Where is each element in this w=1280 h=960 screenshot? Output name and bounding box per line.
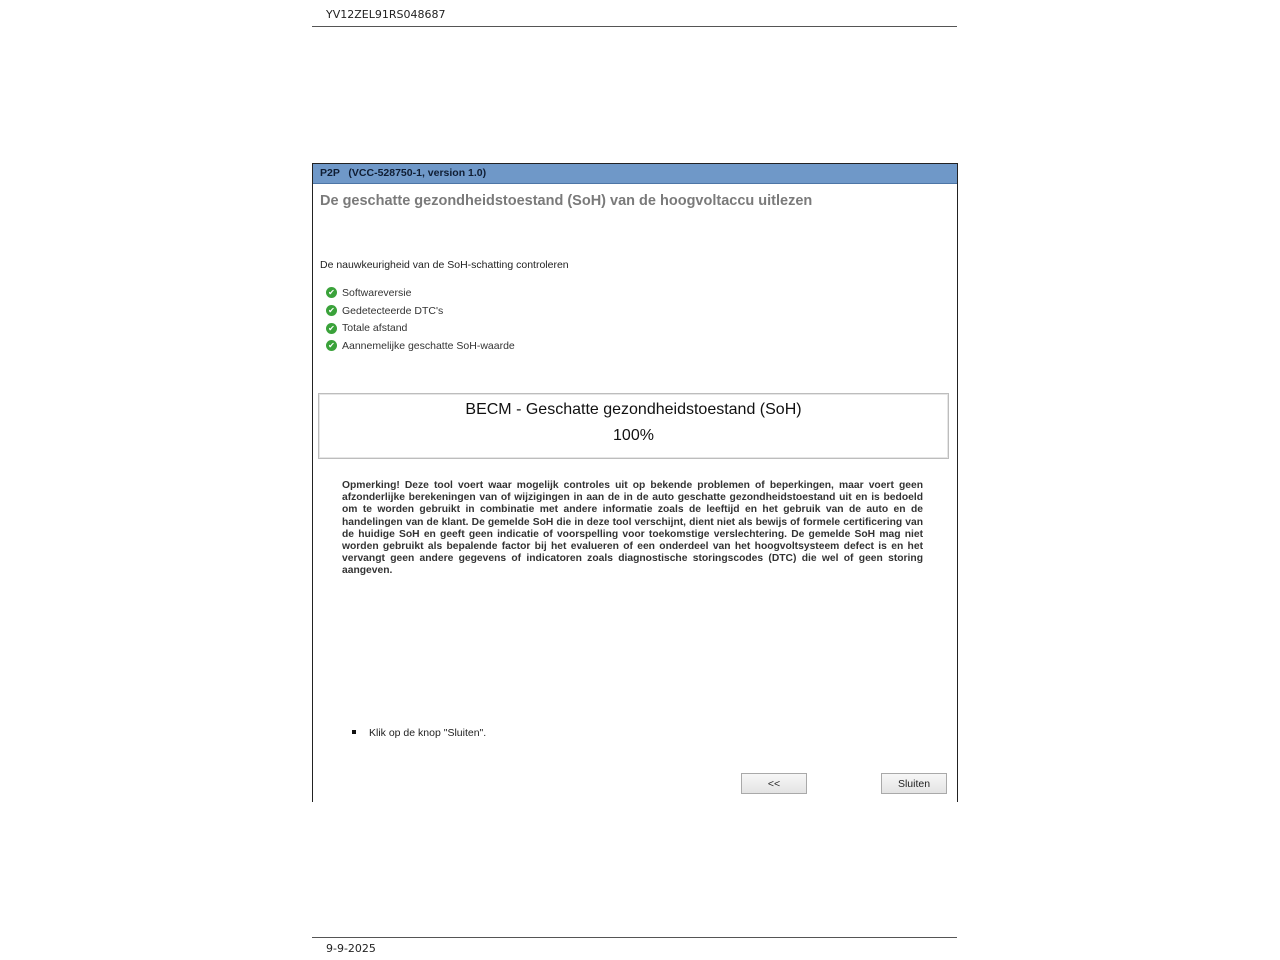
vin-number: YV12ZEL91RS048687 [326, 8, 446, 21]
check-circle-icon: ✔ [326, 323, 337, 334]
close-button[interactable]: Sluiten [881, 773, 947, 794]
page-title: De geschatte gezondheidstoestand (SoH) van de hoogvoltaccu uitlezen [320, 193, 813, 209]
check-list [326, 284, 515, 355]
instruction-item [352, 727, 486, 739]
check-item-dtcs [326, 302, 515, 320]
check-circle-icon: ✔ [326, 287, 337, 298]
soh-result-box [318, 393, 949, 459]
bullet-icon [352, 730, 356, 734]
check-circle-icon: ✔ [326, 305, 337, 316]
check-item-label: Totale afstand [342, 322, 408, 335]
check-item-label: Softwareversie [342, 286, 412, 299]
check-item-label: Gedetecteerde DTC's [342, 304, 444, 317]
soh-result-value: 100% [613, 427, 654, 444]
check-circle-icon: ✔ [326, 340, 337, 351]
window-title-bar: P2P (VCC-528750-1, version 1.0) [313, 164, 957, 184]
check-item-soh-waarde [326, 337, 515, 355]
instruction-text: Klik op de knop "Sluiten". [369, 727, 487, 739]
document-footer [312, 937, 957, 958]
checks-heading: De nauwkeurigheid van de SoH-schatting controleren [320, 259, 569, 271]
check-item-totale-afstand [326, 319, 515, 337]
back-button[interactable]: << [741, 773, 807, 794]
check-item-label: Aannemelijke geschatte SoH-waarde [342, 339, 515, 352]
document-header [312, 6, 957, 27]
soh-result-title: BECM - Geschatte gezondheidstoestand (SoH) [465, 401, 802, 418]
check-item-softwareversie [326, 284, 515, 302]
disclaimer-note: Opmerking! Deze tool voert waar mogelijk controles uit op bekende problemen of beperkingen, maar voert geen afzonderlijke berekeningen van of wijzigingen in aan de in de auto geschatte gezondheidstoestand uit en is bedoeld om te worden gebruikt in combinatie met andere informatie zoals de leeftijd en het gebruik van de auto en de handelingen van de klant. De gemelde SoH die in deze tool verschijnt, dient niet als bewijs of formele certificering van de huidige SoH en geeft geen indicatie of voorspelling voor toekomstige verslechtering. De gemelde SoH mag niet worden gebruikt als bepalende factor bij het evalueren of een onderdeel van het hoogvoltsysteem defect is en het vervangt geen andere gegevens of indicatoren zoals diagnostische storingscodes (DTC) die wel of geen storing aangeven. [342, 480, 923, 577]
document-date: 9-9-2025 [326, 942, 376, 955]
p2p-window [312, 163, 958, 802]
